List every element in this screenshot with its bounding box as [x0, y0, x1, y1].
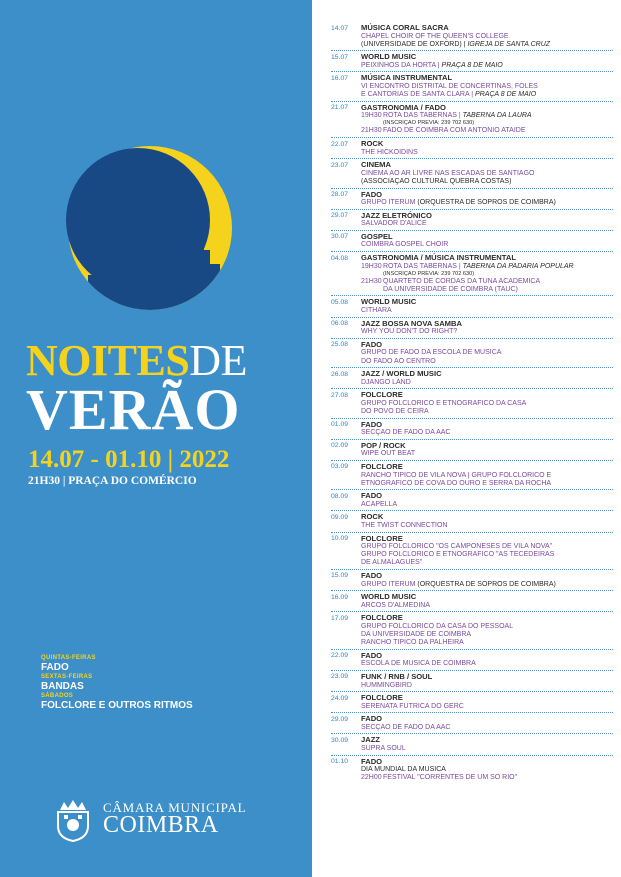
event-line — [361, 349, 613, 357]
event-date: 14.07 — [331, 24, 349, 32]
event-body — [361, 233, 613, 250]
event-line — [361, 480, 613, 488]
event-item — [331, 161, 613, 188]
event-venue: TABERNA DA PADARIA POPULAR — [462, 262, 574, 270]
event-date: 26.08 — [331, 370, 349, 378]
event-line — [361, 551, 613, 559]
weekly-day: SÁBADOS — [41, 693, 74, 699]
event-item — [331, 535, 613, 570]
event-performer: DO FADO AO CENTRO — [361, 357, 436, 365]
event-line — [361, 501, 613, 509]
event-performer: CINEMA AO AR LIVRE NAS ESCADAS DE SANTIAGO — [361, 169, 535, 177]
moon-cityscape-icon — [58, 140, 248, 320]
event-performer: FADO DE COIMBRA COM ANTÓNIO ATAÍDE — [383, 127, 526, 135]
event-performer: ROTA DAS TABERNAS | — [383, 262, 463, 270]
event-item — [331, 421, 613, 440]
event-performer: ACAPELLA — [361, 500, 398, 508]
event-genre: FADO — [361, 756, 383, 766]
event-line — [361, 639, 613, 647]
event-line — [361, 278, 613, 286]
event-line — [361, 543, 613, 551]
event-note: (INSCRIÇÃO PRÉVIA: 239 702 630) — [383, 120, 475, 127]
event-item — [331, 233, 613, 252]
event-body — [361, 572, 613, 589]
event-genre: WORLD MUSIC — [361, 297, 417, 307]
event-genre: JAZZ ELETRÓNICO — [361, 210, 432, 220]
event-item — [331, 442, 613, 461]
event-venue: TABERNA DA LAURA — [462, 112, 532, 120]
organizer-line2: COIMBRA — [103, 812, 219, 838]
event-performer: GRUPO FOLCLÓRICO E ETNOGRÁFICO "AS TECEDEIRAS — [361, 551, 555, 559]
event-genre: WORLD MUSIC — [361, 52, 417, 62]
event-performer: SALVADOR D'ALICE — [361, 220, 427, 228]
event-note: (INSCRIÇÃO PRÉVIA: 239 702 630) — [383, 270, 475, 277]
event-line — [361, 41, 613, 49]
event-item — [331, 572, 613, 591]
event-performer: CHAPEL CHOIR OF THE QUEEN'S COLLEGE — [361, 32, 509, 40]
event-item — [331, 140, 613, 159]
event-item — [331, 694, 613, 713]
event-line — [361, 149, 613, 157]
event-performer: WHY YOU DON'T DO RIGHT? — [361, 328, 458, 336]
event-performer: GRUPO ITERUM — [361, 199, 418, 207]
event-genre: FADO — [361, 491, 383, 501]
event-genre: FOLCLORE — [361, 693, 403, 703]
event-genre: MÚSICA INSTRUMENTAL — [361, 73, 453, 83]
event-item — [331, 736, 613, 755]
event-performer: DE ALMALAGUÊS" — [361, 559, 423, 567]
event-genre: GASTRONOMIA / MÚSICA INSTRUMENTAL — [361, 253, 516, 263]
event-item — [331, 191, 613, 210]
event-body — [361, 715, 613, 732]
event-line — [361, 703, 613, 711]
event-performer: SECÇÃO DE FADO DA AAC — [361, 429, 451, 437]
event-date: 17.09 — [331, 614, 349, 622]
weekly-schedule — [41, 654, 193, 711]
event-date: 16.07 — [331, 74, 349, 82]
event-item — [331, 391, 613, 418]
event-line — [361, 408, 613, 416]
event-item — [331, 53, 613, 72]
event-line — [361, 83, 613, 91]
event-item — [331, 463, 613, 490]
event-line — [361, 178, 613, 186]
event-venue: PRAÇA 8 DE MAIO — [441, 61, 503, 69]
event-body — [361, 391, 613, 416]
event-performer: HUMMINGBIRD — [361, 681, 412, 689]
event-line — [361, 774, 613, 782]
event-genre: POP / ROCK — [361, 440, 406, 450]
event-item — [331, 104, 613, 138]
event-body — [361, 652, 613, 669]
event-time: 21H30 — [361, 127, 382, 135]
event-line — [361, 682, 613, 690]
event-line — [361, 379, 613, 387]
event-date: 29.09 — [331, 715, 349, 723]
event-body — [361, 53, 613, 70]
event-line — [361, 631, 613, 639]
event-body — [361, 140, 613, 157]
event-genre: FADO — [361, 650, 383, 660]
event-line — [361, 328, 613, 336]
event-date: 21.07 — [331, 104, 349, 112]
event-list — [331, 24, 613, 786]
event-date: 04.08 — [331, 254, 349, 262]
weekly-day: SEXTAS-FEIRAS — [41, 674, 93, 680]
event-performer: PEIXINHOS DA HORTA | — [361, 61, 442, 69]
event-item — [331, 298, 613, 317]
event-body — [361, 421, 613, 438]
event-item — [331, 320, 613, 339]
event-body — [361, 298, 613, 315]
event-line — [361, 660, 613, 668]
event-venue: PRAÇA 8 DE MAIO — [474, 91, 537, 99]
event-line — [361, 33, 613, 41]
event-performer: RANCHO TÍPICO DE VILA NOVA | GRUPO FOLCLÓRICO E — [361, 471, 552, 479]
event-performer: SECÇÃO DE FADO DA AAC — [361, 723, 451, 731]
event-line — [361, 766, 613, 774]
event-time: 19H30 — [361, 262, 382, 270]
event-performer: (ASSOCIAÇÃO CULTURAL QUEBRA COSTAS) — [361, 177, 512, 185]
event-body — [361, 736, 613, 753]
event-date: 28.07 — [331, 191, 349, 198]
event-date: 01.09 — [331, 421, 349, 429]
event-genre: FADO — [361, 570, 383, 580]
event-performer: GRUPO FOLCLÓRICO E ETNOGRÁFICO DA CASA — [361, 399, 527, 407]
event-body — [361, 212, 613, 229]
event-body — [361, 614, 613, 647]
event-date: 02.09 — [331, 442, 349, 450]
event-genre: FADO — [361, 339, 383, 349]
event-performer: DO POVO DE CEIRA — [361, 407, 429, 415]
event-line — [361, 220, 613, 228]
event-date: 23.09 — [331, 673, 349, 681]
event-body — [361, 74, 613, 99]
event-date: 01.10 — [331, 758, 349, 766]
event-item — [331, 715, 613, 734]
event-body — [361, 191, 613, 208]
weekly-genre: FADO — [41, 662, 69, 673]
event-item — [331, 492, 613, 511]
event-performer: THE HICKOIDINS — [361, 148, 418, 156]
event-performer: GRUPO ITERUM — [361, 580, 418, 588]
event-performer: WIPE OUT BEAT — [361, 450, 416, 458]
event-date: 22.07 — [331, 140, 349, 148]
event-performer: DA UNIVERSIDADE DE COIMBRA — [361, 631, 472, 639]
event-line — [361, 112, 613, 120]
event-date: 09.09 — [331, 513, 349, 521]
event-body — [361, 24, 613, 49]
event-line — [361, 602, 613, 610]
weekly-genre: FOLCLORE E OUTROS RITMOS — [41, 700, 193, 711]
event-performer: DJANGO LAND — [361, 378, 411, 386]
event-performer: ROTA DAS TABERNAS | — [383, 112, 463, 120]
event-body — [361, 593, 613, 610]
event-genre: MÚSICA CORAL SACRA — [361, 23, 449, 32]
event-line — [361, 400, 613, 408]
event-line — [361, 127, 613, 135]
event-date: 15.09 — [331, 572, 349, 580]
event-date: 05.08 — [331, 298, 349, 306]
event-body — [361, 254, 613, 294]
event-line — [361, 307, 613, 315]
event-genre: GASTRONOMIA / FADO — [361, 102, 446, 112]
event-line — [361, 286, 613, 294]
event-line — [361, 559, 613, 567]
event-line — [361, 472, 613, 480]
event-time: 21H30 — [361, 277, 382, 285]
event-date: 29.07 — [331, 212, 349, 220]
event-performer: ESCOLA DE MÚSICA DE COIMBRA — [361, 660, 476, 668]
event-performer: ETNOGRÁFICO DE COVA DO OURO E SERRA DA ROCHA — [361, 479, 552, 487]
weekly-day: QUINTAS-FEIRAS — [41, 655, 96, 661]
event-date: 30.09 — [331, 736, 349, 744]
event-line — [361, 199, 613, 207]
event-genre: JAZZ / WORLD MUSIC — [361, 369, 442, 379]
time-place: 21H30 | PRAÇA DO COMÉRCIO — [28, 475, 197, 487]
event-genre: FOLCLORE — [361, 390, 403, 400]
event-line — [361, 241, 613, 249]
event-genre: FADO — [361, 189, 383, 199]
event-body — [361, 492, 613, 509]
event-item — [331, 652, 613, 671]
event-genre: JAZZ — [361, 735, 380, 745]
event-line — [361, 91, 613, 99]
event-body — [361, 104, 613, 136]
event-performer: E CANTORIAS DE SANTA CLARA | — [361, 91, 475, 99]
event-genre: ROCK — [361, 512, 384, 522]
event-body — [361, 513, 613, 530]
event-line — [361, 522, 613, 530]
event-genre: GOSPEL — [361, 231, 393, 241]
event-performer: DA UNIVERSIDADE DE COIMBRA (TAUC) — [383, 285, 518, 293]
event-line — [361, 623, 613, 631]
event-date: 06.08 — [331, 320, 349, 328]
event-date: 30.07 — [331, 233, 349, 241]
event-performer: GRUPO FOLCLÓRICO DA CASA DO PESSOAL — [361, 622, 514, 630]
event-item — [331, 254, 613, 296]
event-performer: VI ENCONTRO DISTRITAL DE CONCERTINAS, FOLES — [361, 83, 538, 91]
event-genre: JAZZ BOSSA NOVA SAMBA — [361, 318, 462, 328]
event-performer: FESTIVAL "CORRENTES DE UM SÓ RIO" — [383, 774, 518, 782]
event-performer: DIA MUNDIAL DA MÚSICA — [361, 766, 446, 774]
program-panel — [312, 0, 621, 877]
event-body — [361, 535, 613, 568]
event-date: 24.09 — [331, 694, 349, 702]
title-noites: NOITES — [26, 336, 190, 385]
event-line — [361, 263, 613, 271]
event-performer: CITHARA — [361, 307, 392, 315]
event-date: 08.09 — [331, 492, 349, 500]
event-date: 15.07 — [331, 53, 349, 61]
event-date: 16.09 — [331, 593, 349, 601]
event-genre: CINEMA — [361, 160, 391, 170]
event-performer: GRUPO DE FADO DA ESCOLA DE MÚSICA — [361, 349, 502, 357]
event-item — [331, 74, 613, 101]
event-time: 19H30 — [361, 112, 382, 120]
event-date: 25.08 — [331, 341, 349, 349]
event-body — [361, 370, 613, 387]
event-genre: ROCK — [361, 139, 384, 149]
event-time: 22H00 — [361, 774, 382, 782]
event-item — [331, 513, 613, 532]
event-performer: GRUPO FOLCLÓRICO "OS CAMPONESES DE VILA NOVA" — [361, 543, 553, 551]
event-body — [361, 161, 613, 186]
event-body — [361, 320, 613, 337]
event-body — [361, 463, 613, 488]
event-date: 22.09 — [331, 652, 349, 660]
event-performer: (UNIVERSIDADE DE OXFORD) | — [361, 40, 468, 48]
event-date: 23.07 — [331, 161, 349, 169]
title-verao: VERÃO — [26, 377, 241, 442]
festival-dates: 14.07 - 01.10 | 2022 — [28, 446, 230, 473]
event-date: 27.08 — [331, 391, 349, 399]
event-date: 03.09 — [331, 463, 349, 471]
event-body — [361, 341, 613, 366]
event-line — [361, 429, 613, 437]
organizer-line1: CÂMARA MUNICIPAL — [103, 800, 247, 815]
event-item — [331, 24, 613, 51]
event-item — [331, 758, 613, 784]
event-detail: (ORQUESTRA DE SOPROS DE COIMBRA) — [417, 199, 556, 207]
coimbra-crest-icon — [52, 796, 94, 842]
title-de: DE — [189, 336, 247, 385]
event-line — [361, 450, 613, 458]
event-genre: FOLCLORE — [361, 533, 403, 543]
event-line — [361, 745, 613, 753]
event-item — [331, 212, 613, 231]
event-genre: FUNK / RNB / SOUL — [361, 671, 433, 681]
event-performer: SUPRA SOUL — [361, 745, 406, 753]
event-venue: IGREJA DE SANTA CRUZ — [467, 40, 551, 48]
event-genre: FOLCLORE — [361, 461, 403, 471]
event-performer: COIMBRA GOSPEL CHOIR — [361, 241, 449, 249]
event-item — [331, 614, 613, 649]
event-performer: ARCOS D'ALMEDINA — [361, 601, 431, 609]
event-genre: FOLCLORE — [361, 613, 403, 623]
event-line — [361, 62, 613, 70]
weekly-genre: BANDAS — [41, 681, 84, 692]
event-date: 10.09 — [331, 535, 349, 543]
event-line — [361, 724, 613, 732]
event-performer: SERENATA FUTRICA DO GERC — [361, 702, 464, 710]
event-line — [361, 358, 613, 366]
event-body — [361, 758, 613, 783]
event-detail: (ORQUESTRA DE SOPROS DE COIMBRA) — [417, 580, 556, 588]
event-line — [361, 581, 613, 589]
event-item — [331, 370, 613, 389]
event-body — [361, 442, 613, 459]
event-body — [361, 694, 613, 711]
event-line — [361, 170, 613, 178]
event-item — [331, 593, 613, 612]
event-genre: WORLD MUSIC — [361, 592, 417, 602]
event-performer: THE TWIST CONNECTION — [361, 522, 448, 529]
event-body — [361, 673, 613, 690]
event-genre: FADO — [361, 419, 383, 429]
event-performer: QUARTETO DE CORDAS DA TUNA ACADÉMICA — [383, 277, 541, 285]
event-item — [331, 673, 613, 692]
event-item — [331, 341, 613, 368]
event-performer: RANCHO TÍPICO DA PALHEIRA — [361, 639, 464, 647]
event-genre: FADO — [361, 714, 383, 724]
